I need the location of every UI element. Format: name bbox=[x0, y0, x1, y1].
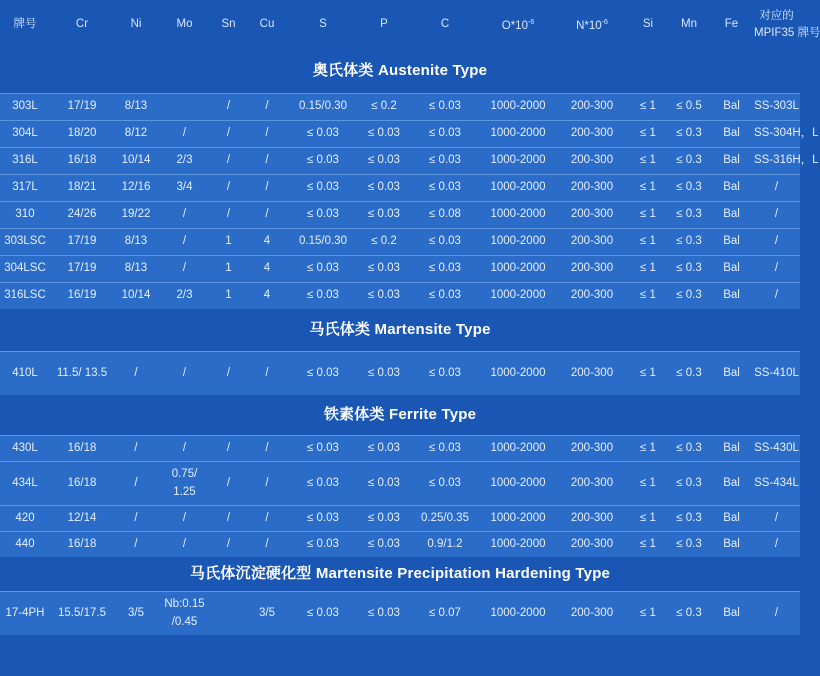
cell-si: ≤ 1 bbox=[640, 366, 656, 379]
cell-mn: ≤ 0.3 bbox=[676, 208, 702, 220]
cell-mo: 2/3 bbox=[176, 154, 193, 166]
header-cr: Cr bbox=[75, 18, 89, 30]
cell-si: ≤ 1 bbox=[640, 537, 656, 550]
cell-grade: 410L bbox=[12, 366, 38, 379]
cell-sn: 1 bbox=[225, 289, 232, 302]
header-c: C bbox=[440, 18, 450, 30]
cell-sn: 1 bbox=[225, 262, 232, 274]
cell-oxygen: 1000-2000 bbox=[490, 235, 546, 247]
cell-si: ≤ 1 bbox=[640, 511, 656, 524]
cell-sn: / bbox=[226, 366, 231, 379]
cell-si: ≤ 1 bbox=[640, 181, 656, 193]
cell-mn: ≤ 0.3 bbox=[676, 235, 702, 247]
cell-ni: / bbox=[134, 511, 138, 524]
cell-mo: / bbox=[182, 537, 187, 550]
cell-mn: ≤ 0.3 bbox=[676, 441, 702, 454]
cell-mn: ≤ 0.3 bbox=[676, 511, 702, 524]
header-mpif-line2: MPIF35 牌号 bbox=[754, 26, 820, 39]
table-row bbox=[0, 282, 800, 309]
cell-grade: 304LSC bbox=[4, 262, 46, 274]
cell-p: ≤ 0.03 bbox=[368, 441, 400, 454]
table-row bbox=[0, 255, 800, 282]
cell-si: ≤ 1 bbox=[640, 441, 656, 454]
header-nitrogen-label: N*10 bbox=[576, 20, 602, 32]
cell-ni: 10/14 bbox=[121, 154, 151, 166]
cell-cu: 4 bbox=[263, 262, 271, 274]
cell-s: ≤ 0.03 bbox=[307, 511, 339, 524]
cell-si: ≤ 1 bbox=[640, 127, 656, 139]
cell-p: ≤ 0.03 bbox=[368, 289, 400, 302]
cell-mpif: SS-430L bbox=[754, 441, 799, 454]
cell-fe: Bal bbox=[723, 537, 740, 550]
cell-cu: / bbox=[265, 511, 269, 524]
cell-p: ≤ 0.2 bbox=[371, 100, 397, 112]
cell-mn: ≤ 0.3 bbox=[676, 181, 702, 193]
cell-fe: Bal bbox=[723, 366, 740, 379]
cell-mo: 2/3 bbox=[176, 289, 193, 302]
cell-cr: 16/19 bbox=[67, 289, 97, 302]
cell-cu: / bbox=[265, 127, 269, 139]
cell-s: 0.15/0.30 bbox=[299, 235, 347, 247]
cell-fe: Bal bbox=[723, 441, 740, 454]
cell-grade: 317L bbox=[12, 181, 38, 193]
header-s: S bbox=[319, 18, 327, 30]
cell-si: ≤ 1 bbox=[640, 154, 656, 166]
cell-cu: / bbox=[265, 100, 269, 112]
cell-ni: 8/13 bbox=[124, 262, 148, 274]
cell-nitrogen: 200-300 bbox=[570, 235, 614, 247]
table-row bbox=[0, 228, 800, 255]
cell-c: 0.9/1.2 bbox=[427, 537, 463, 550]
table-row bbox=[0, 201, 800, 228]
cell-s: ≤ 0.03 bbox=[307, 366, 339, 379]
cell-grade: 440 bbox=[15, 537, 35, 550]
cell-nitrogen: 200-300 bbox=[570, 262, 614, 274]
cell-cr: 17/19 bbox=[67, 262, 97, 274]
cell-fe: Bal bbox=[723, 262, 740, 274]
cell-s: ≤ 0.03 bbox=[307, 127, 339, 139]
cell-cu: / bbox=[265, 441, 269, 454]
cell-mo bbox=[158, 93, 211, 120]
cell-nitrogen: 200-300 bbox=[570, 181, 614, 193]
cell-c: 0.25/0.35 bbox=[421, 511, 469, 524]
cell-mpif: / bbox=[774, 235, 779, 247]
cell-mn: ≤ 0.3 bbox=[676, 476, 702, 489]
cell-s: ≤ 0.03 bbox=[307, 441, 339, 454]
cell-mn: ≤ 0.5 bbox=[676, 100, 702, 112]
cell-ni: / bbox=[134, 476, 138, 489]
cell-cu: / bbox=[265, 154, 269, 166]
cell-si: ≤ 1 bbox=[640, 476, 656, 489]
cell-mo: 0.75/ 1.25 bbox=[171, 468, 198, 498]
cell-oxygen: 1000-2000 bbox=[490, 537, 546, 550]
cell-p: ≤ 0.03 bbox=[368, 208, 400, 220]
cell-ni: 12/16 bbox=[121, 181, 151, 193]
cell-cu: / bbox=[265, 181, 269, 193]
cell-mpif: / bbox=[774, 181, 779, 193]
cell-si: ≤ 1 bbox=[640, 208, 656, 220]
table-row bbox=[0, 435, 800, 461]
cell-mo: / bbox=[182, 441, 187, 454]
header-grade: 牌号 bbox=[13, 18, 37, 30]
cell-sn: / bbox=[226, 154, 231, 166]
cell-oxygen: 1000-2000 bbox=[490, 100, 546, 112]
cell-s: 0.15/0.30 bbox=[299, 100, 347, 112]
cell-mn: ≤ 0.3 bbox=[676, 366, 702, 379]
cell-mn: ≤ 0.3 bbox=[676, 262, 702, 274]
cell-mpif: / bbox=[774, 208, 779, 220]
cell-p: ≤ 0.03 bbox=[368, 537, 400, 550]
cell-mpif: SS-434L bbox=[754, 476, 799, 489]
cell-cu: 4 bbox=[263, 289, 271, 302]
cell-s: ≤ 0.03 bbox=[307, 289, 339, 302]
table-row bbox=[0, 351, 800, 395]
cell-grade: 316LSC bbox=[4, 289, 46, 302]
section-title: 马氏体沉淀硬化型 Martensite Precipitation Hardening Type bbox=[189, 565, 611, 583]
cell-sn: / bbox=[226, 208, 231, 220]
cell-sn: / bbox=[226, 537, 231, 550]
cell-grade: 17-4PH bbox=[5, 606, 45, 619]
cell-cr: 17/19 bbox=[67, 100, 97, 112]
cell-mo: / bbox=[182, 511, 187, 524]
cell-oxygen: 1000-2000 bbox=[490, 606, 546, 619]
cell-p: ≤ 0.03 bbox=[368, 511, 400, 524]
cell-p: ≤ 0.03 bbox=[368, 181, 400, 193]
cell-cr: 11.5/ 13.5 bbox=[56, 367, 108, 380]
cell-cr: 18/21 bbox=[67, 181, 97, 193]
cell-c: ≤ 0.03 bbox=[429, 235, 461, 247]
cell-ni: 8/13 bbox=[124, 235, 148, 247]
cell-sn: / bbox=[226, 100, 231, 112]
cell-mo: / bbox=[182, 235, 187, 247]
header-mn: Mn bbox=[681, 18, 697, 30]
cell-ni: / bbox=[134, 537, 138, 550]
cell-si: ≤ 1 bbox=[640, 100, 656, 112]
cell-p: ≤ 0.03 bbox=[368, 366, 400, 379]
cell-sn: / bbox=[226, 181, 231, 193]
cell-cr: 18/20 bbox=[67, 127, 97, 139]
cell-cu: / bbox=[265, 537, 269, 550]
cell-sn: / bbox=[226, 441, 231, 454]
cell-mo: / bbox=[182, 262, 187, 274]
cell-s: ≤ 0.03 bbox=[307, 154, 339, 166]
cell-nitrogen: 200-300 bbox=[570, 154, 614, 166]
header-cu: Cu bbox=[259, 18, 275, 30]
cell-ni: 8/12 bbox=[124, 127, 148, 139]
cell-p: ≤ 0.03 bbox=[368, 606, 400, 619]
cell-oxygen: 1000-2000 bbox=[490, 511, 546, 524]
cell-mpif: SS-304H，L bbox=[754, 127, 819, 139]
cell-fe: Bal bbox=[723, 606, 740, 619]
cell-mpif: / bbox=[774, 262, 779, 274]
cell-cr: 16/18 bbox=[67, 537, 97, 550]
table-row bbox=[0, 505, 800, 531]
cell-mo: Nb:0.15 /0.45 bbox=[164, 598, 205, 629]
cell-mpif: SS-410L bbox=[754, 366, 799, 379]
cell-mo: 3/4 bbox=[176, 181, 193, 193]
cell-oxygen: 1000-2000 bbox=[490, 441, 546, 454]
cell-oxygen: 1000-2000 bbox=[490, 181, 546, 193]
cell-c: ≤ 0.03 bbox=[429, 181, 461, 193]
header-mpif-line1: 对应的 bbox=[759, 9, 794, 22]
cell-sn bbox=[211, 591, 246, 635]
cell-oxygen: 1000-2000 bbox=[490, 208, 546, 220]
cell-fe: Bal bbox=[723, 100, 740, 112]
cell-c: ≤ 0.03 bbox=[429, 154, 461, 166]
cell-ni: 8/13 bbox=[124, 100, 148, 112]
cell-oxygen: 1000-2000 bbox=[490, 262, 546, 274]
cell-mpif: / bbox=[774, 606, 779, 619]
cell-si: ≤ 1 bbox=[640, 289, 656, 302]
section-title: 奥氏体类 Austenite Type bbox=[312, 62, 488, 80]
cell-ni: / bbox=[134, 441, 138, 454]
cell-fe: Bal bbox=[723, 511, 740, 524]
header-ni: Ni bbox=[130, 18, 142, 30]
header-oxygen bbox=[480, 0, 556, 49]
section-title: 马氏体类 Martensite Type bbox=[309, 321, 491, 339]
cell-grade: 310 bbox=[15, 208, 35, 220]
cell-sn: 1 bbox=[225, 235, 232, 247]
cell-mn: ≤ 0.3 bbox=[676, 154, 702, 166]
cell-cr: 24/26 bbox=[67, 208, 97, 220]
cell-grade: 304L bbox=[12, 127, 38, 139]
cell-nitrogen: 200-300 bbox=[570, 606, 614, 619]
cell-nitrogen: 200-300 bbox=[570, 511, 614, 524]
cell-mpif: SS-316H，L bbox=[754, 154, 819, 166]
cell-c: ≤ 0.03 bbox=[429, 100, 461, 112]
cell-s: ≤ 0.03 bbox=[307, 208, 339, 220]
cell-cr: 17/19 bbox=[67, 235, 97, 247]
header-p: P bbox=[380, 18, 388, 30]
cell-oxygen: 1000-2000 bbox=[490, 127, 546, 139]
header-nitrogen bbox=[556, 0, 628, 49]
cell-fe: Bal bbox=[723, 476, 740, 489]
cell-fe: Bal bbox=[723, 208, 740, 220]
cell-sn: / bbox=[226, 476, 231, 489]
cell-c: ≤ 0.03 bbox=[429, 127, 461, 139]
cell-c: ≤ 0.03 bbox=[429, 366, 461, 379]
cell-fe: Bal bbox=[723, 127, 740, 139]
cell-mn: ≤ 0.3 bbox=[676, 537, 702, 550]
cell-mn: ≤ 0.3 bbox=[676, 289, 702, 302]
cell-mpif: / bbox=[774, 537, 779, 550]
section-row bbox=[0, 309, 800, 351]
cell-oxygen: 1000-2000 bbox=[490, 366, 546, 379]
cell-ni: / bbox=[134, 366, 138, 379]
cell-cu: / bbox=[265, 208, 269, 220]
cell-nitrogen: 200-300 bbox=[570, 289, 614, 302]
header-oxygen-exp: -6 bbox=[527, 19, 535, 26]
table-row bbox=[0, 591, 800, 635]
cell-nitrogen: 200-300 bbox=[570, 100, 614, 112]
cell-grade: 434L bbox=[12, 476, 38, 489]
table-row bbox=[0, 531, 800, 557]
cell-s: ≤ 0.03 bbox=[307, 476, 339, 489]
cell-c: ≤ 0.03 bbox=[429, 289, 461, 302]
section-title: 铁素体类 Ferrite Type bbox=[323, 406, 477, 424]
cell-p: ≤ 0.2 bbox=[371, 235, 397, 247]
section-row bbox=[0, 557, 800, 591]
cell-fe: Bal bbox=[723, 289, 740, 302]
cell-mpif: / bbox=[774, 511, 779, 524]
section-row bbox=[0, 49, 800, 93]
cell-s: ≤ 0.03 bbox=[307, 606, 339, 619]
cell-c: ≤ 0.08 bbox=[429, 208, 461, 220]
cell-c: ≤ 0.03 bbox=[429, 441, 461, 454]
cell-fe: Bal bbox=[723, 154, 740, 166]
cell-mpif: SS-303L bbox=[754, 100, 799, 112]
cell-nitrogen: 200-300 bbox=[570, 476, 614, 489]
header-nitrogen-exp: -6 bbox=[601, 19, 608, 26]
cell-c: ≤ 0.03 bbox=[429, 262, 461, 274]
cell-mo: / bbox=[182, 208, 187, 220]
cell-nitrogen: 200-300 bbox=[570, 208, 614, 220]
cell-si: ≤ 1 bbox=[640, 262, 656, 274]
cell-cr: 12/14 bbox=[67, 511, 97, 524]
cell-mpif: / bbox=[774, 289, 779, 302]
cell-oxygen: 1000-2000 bbox=[490, 476, 546, 489]
header-mpif bbox=[753, 0, 820, 49]
header-fe: Fe bbox=[724, 18, 739, 30]
cell-c: ≤ 0.03 bbox=[429, 476, 461, 489]
cell-mo: / bbox=[182, 366, 187, 379]
table-row bbox=[0, 147, 800, 174]
cell-s: ≤ 0.03 bbox=[307, 537, 339, 550]
header-mo: Mo bbox=[176, 18, 193, 30]
cell-grade: 430L bbox=[12, 441, 38, 454]
cell-grade: 420 bbox=[15, 511, 35, 524]
section-row bbox=[0, 395, 800, 435]
cell-si: ≤ 1 bbox=[640, 606, 656, 619]
cell-cu: / bbox=[265, 366, 269, 379]
cell-oxygen: 1000-2000 bbox=[490, 154, 546, 166]
header-sn: Sn bbox=[221, 18, 236, 30]
cell-cu: 3/5 bbox=[259, 606, 275, 619]
cell-c: ≤ 0.07 bbox=[429, 606, 461, 619]
cell-grade: 316L bbox=[12, 154, 38, 166]
table-row bbox=[0, 174, 800, 201]
cell-cr: 15.5/17.5 bbox=[58, 606, 106, 619]
cell-ni: 19/22 bbox=[121, 208, 151, 220]
cell-cu: 4 bbox=[263, 235, 271, 247]
table-row bbox=[0, 93, 800, 120]
cell-s: ≤ 0.03 bbox=[307, 262, 339, 274]
cell-nitrogen: 200-300 bbox=[570, 441, 614, 454]
cell-p: ≤ 0.03 bbox=[368, 262, 400, 274]
cell-nitrogen: 200-300 bbox=[570, 366, 614, 379]
cell-nitrogen: 200-300 bbox=[570, 537, 614, 550]
table-row bbox=[0, 120, 800, 147]
cell-si: ≤ 1 bbox=[640, 235, 656, 247]
header-row bbox=[0, 0, 800, 49]
cell-cu: / bbox=[265, 476, 269, 489]
cell-sn: / bbox=[226, 511, 231, 524]
cell-oxygen: 1000-2000 bbox=[490, 289, 546, 302]
cell-ni: 3/5 bbox=[128, 606, 144, 619]
cell-ni: 10/14 bbox=[121, 289, 151, 302]
header-si: Si bbox=[642, 18, 654, 30]
cell-mn: ≤ 0.3 bbox=[676, 606, 702, 619]
cell-mo: / bbox=[182, 127, 187, 139]
cell-cr: 16/18 bbox=[67, 154, 97, 166]
cell-fe: Bal bbox=[723, 181, 740, 193]
cell-p: ≤ 0.03 bbox=[368, 127, 400, 139]
cell-grade: 303L bbox=[12, 100, 38, 112]
cell-p: ≤ 0.03 bbox=[368, 154, 400, 166]
cell-nitrogen: 200-300 bbox=[570, 127, 614, 139]
cell-p: ≤ 0.03 bbox=[368, 476, 400, 489]
cell-cr: 16/18 bbox=[67, 441, 97, 454]
cell-mn: ≤ 0.3 bbox=[676, 127, 702, 139]
header-oxygen-label: O*10 bbox=[501, 20, 528, 32]
cell-s: ≤ 0.03 bbox=[307, 181, 339, 193]
table-row bbox=[0, 461, 800, 505]
cell-grade: 303LSC bbox=[4, 235, 46, 247]
cell-fe: Bal bbox=[723, 235, 740, 247]
cell-sn: / bbox=[226, 127, 231, 139]
cell-cr: 16/18 bbox=[67, 476, 97, 489]
